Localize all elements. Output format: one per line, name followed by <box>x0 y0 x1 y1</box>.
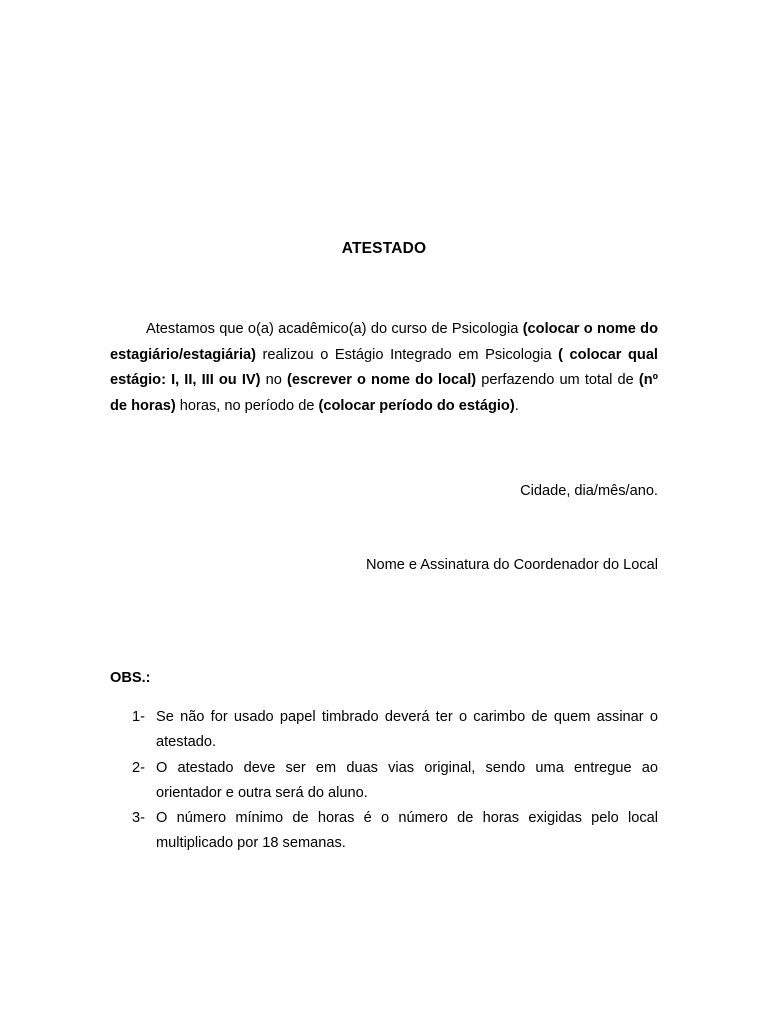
obs-item-text: O atestado deve ser em duas vias original, sendo uma entregue ao orientador e outra será do aluno. <box>156 759 658 801</box>
paragraph-text: Atestamos que o(a) acadêmico(a) do curso de Psicologia <box>146 321 523 337</box>
obs-item-number: 1- <box>132 709 145 725</box>
paragraph-placeholder-intern-name: (colocar o nome do estagiário/estagiária) <box>110 321 659 363</box>
obs-item <box>110 806 658 857</box>
paragraph-text: no <box>260 372 287 389</box>
signature-line: Nome e Assinatura do Coordenador do Local <box>365 557 658 573</box>
obs-item <box>110 756 658 807</box>
obs-item <box>110 705 658 756</box>
obs-item-text: Se não for usado papel timbrado deverá ter o carimbo de quem assinar o atestado. <box>156 709 658 751</box>
paragraph-text: realizou o Estágio Integrado em Psicologia <box>256 346 559 363</box>
paragraph-text: horas, no período de <box>175 397 319 414</box>
obs-list <box>110 705 658 857</box>
obs-item-text: O número mínimo de horas é o número de horas exigidas pelo local multiplicado por 18 semanas. <box>156 810 658 852</box>
obs-title: OBS.: <box>110 670 151 686</box>
paragraph-text: . <box>514 397 519 414</box>
body-paragraph <box>110 317 658 419</box>
document-title: ATESTADO <box>341 240 427 257</box>
obs-item-number: 3- <box>132 810 145 827</box>
paragraph-placeholder-period: (colocar período do estágio) <box>318 397 515 414</box>
obs-item-number: 2- <box>132 759 145 776</box>
paragraph-placeholder-stage: ( colocar qual estágio: I, II, III ou IV) <box>110 346 658 389</box>
paragraph-text: perfazendo um total de <box>476 372 639 389</box>
paragraph-placeholder-location: (escrever o nome do local) <box>286 372 477 389</box>
date-line: Cidade, dia/mês/ano. <box>520 483 658 499</box>
paragraph-placeholder-hours: (nº de horas) <box>110 372 659 414</box>
